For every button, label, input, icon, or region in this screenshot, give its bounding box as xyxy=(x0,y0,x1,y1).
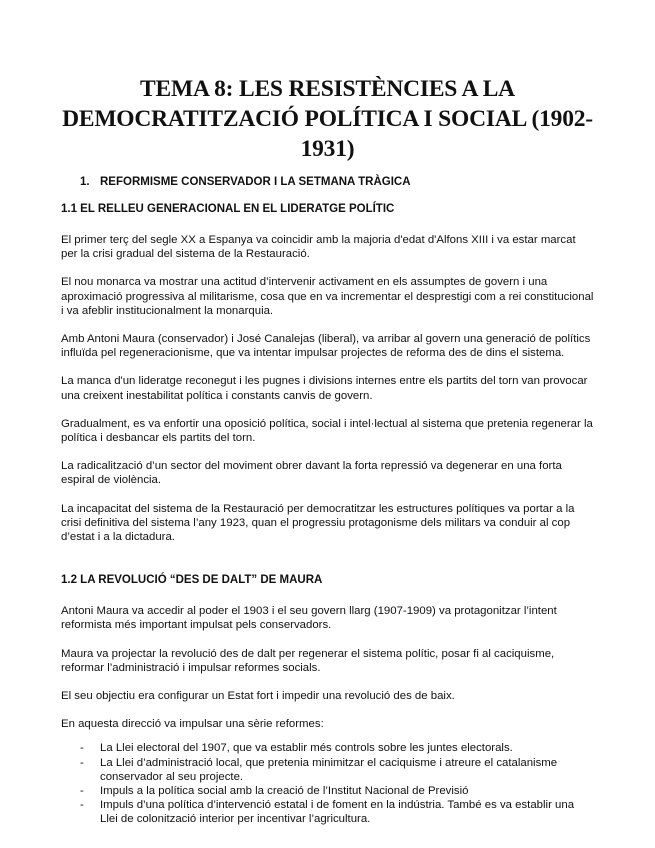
paragraph: El seu objectiu era configurar un Estat fort i impedir una revolució des de baix. xyxy=(61,690,455,703)
paragraph: Antoni Maura va accedir al poder el 1903 i el seu govern llarg (1907-1909) va protagonitzar l’intent reformista més important impulsat pels conservadors. xyxy=(61,605,557,632)
list-item xyxy=(61,798,594,826)
document-title xyxy=(61,0,594,164)
bullet-marker: - xyxy=(80,742,84,755)
list-item xyxy=(61,741,594,755)
subsection-1-1-heading: 1.1 EL RELLEU GENERACIONAL EN EL LIDERATGE POLÍTIC xyxy=(61,203,395,215)
bullet-marker: - xyxy=(80,799,84,812)
subsection-1-2-heading: 1.2 LA REVOLUCIÓ “DES DE DALT” DE MAURA xyxy=(61,574,323,587)
title-line-2: DEMOCRATITZACIÓ POLÍTICA I SOCIAL (1902-1931) xyxy=(62,106,593,162)
list-item-text: Impuls a la política social amb la creació de l’Institut Nacional de Previsió xyxy=(100,785,469,798)
section-1-title: REFORMISME CONSERVADOR I LA SETMANA TRÀGICA xyxy=(100,176,411,188)
paragraph: Gradualment, es va enfortir una oposició política, social i intel·lectual al sistema que pretenia regenerar la política i desbancar els partits del torn. xyxy=(61,417,593,445)
bullet-marker: - xyxy=(80,785,84,798)
bullet-marker: - xyxy=(80,756,84,769)
section-1-number: 1. xyxy=(80,176,90,188)
reforms-list xyxy=(61,741,594,826)
paragraph: La incapacitat del sistema de la Restauració per democratitzar les estructures polítiques va portar a la crisi definitiva del sistema l’any 1923, quan el progressiu protagonisme dels militars va conduir al cop d’estat i a la dictadura. xyxy=(61,502,575,544)
section-1-heading xyxy=(80,174,594,190)
paragraph: Amb Antoni Maura (conservador) i José Canalejas (liberal), va arribar al govern una generació de polítics influïda pel regeneracionisme, que va intentar impulsar projectes de reforma des de dins el sistema. xyxy=(61,333,591,360)
paragraph: El nou monarca va mostrar una actitud d’intervenir activament en els assumptes de govern i una aproximació progressiva al militarisme, cosa que en va incrementar el desprestigi com a rei constitucional i va afeblir institucionalment la monarquia. xyxy=(61,276,594,317)
list-item xyxy=(61,756,594,784)
paragraph: En aquesta direcció va impulsar una sèrie reformes: xyxy=(61,718,324,731)
list-item xyxy=(61,784,594,798)
paragraph: El primer terç del segle XX a Espanya va coincidir amb la majoria d'edat d'Alfons XIII i va estar marcat per la crisi gradual del sistema de la Restauració. xyxy=(61,234,576,261)
paragraph: Maura va projectar la revolució des de dalt per regenerar el sistema polític, posar fi al caciquisme, reformar l’administració i impulsar reformes socials. xyxy=(61,647,555,674)
list-item-text: La Llei electoral del 1907, que va establir més controls sobre les juntes electorals. xyxy=(100,742,513,755)
list-item-text: La Llei d’administració local, que pretenia minimitzar el caciquisme i atreure el catalanisme conservador al seu projecte. xyxy=(100,756,558,783)
title-line-1: TEMA 8: LES RESISTÈNCIES A LA xyxy=(140,76,515,102)
paragraph: La manca d'un lideratge reconegut i les pugnes i divisions internes entre els partits del torn van provocar una creixent inestabilitat política i constants canvis de govern. xyxy=(61,375,588,402)
list-item-text: Impuls d’una política d’intervenció estatal i de foment en la indústria. També es va establir una Llei de colonització interior per incentivar l’agricultura. xyxy=(100,799,575,826)
paragraph: La radicalització d’un sector del moviment obrer davant la forta repressió va degenerar en una forta espiral de violència. xyxy=(61,460,562,487)
